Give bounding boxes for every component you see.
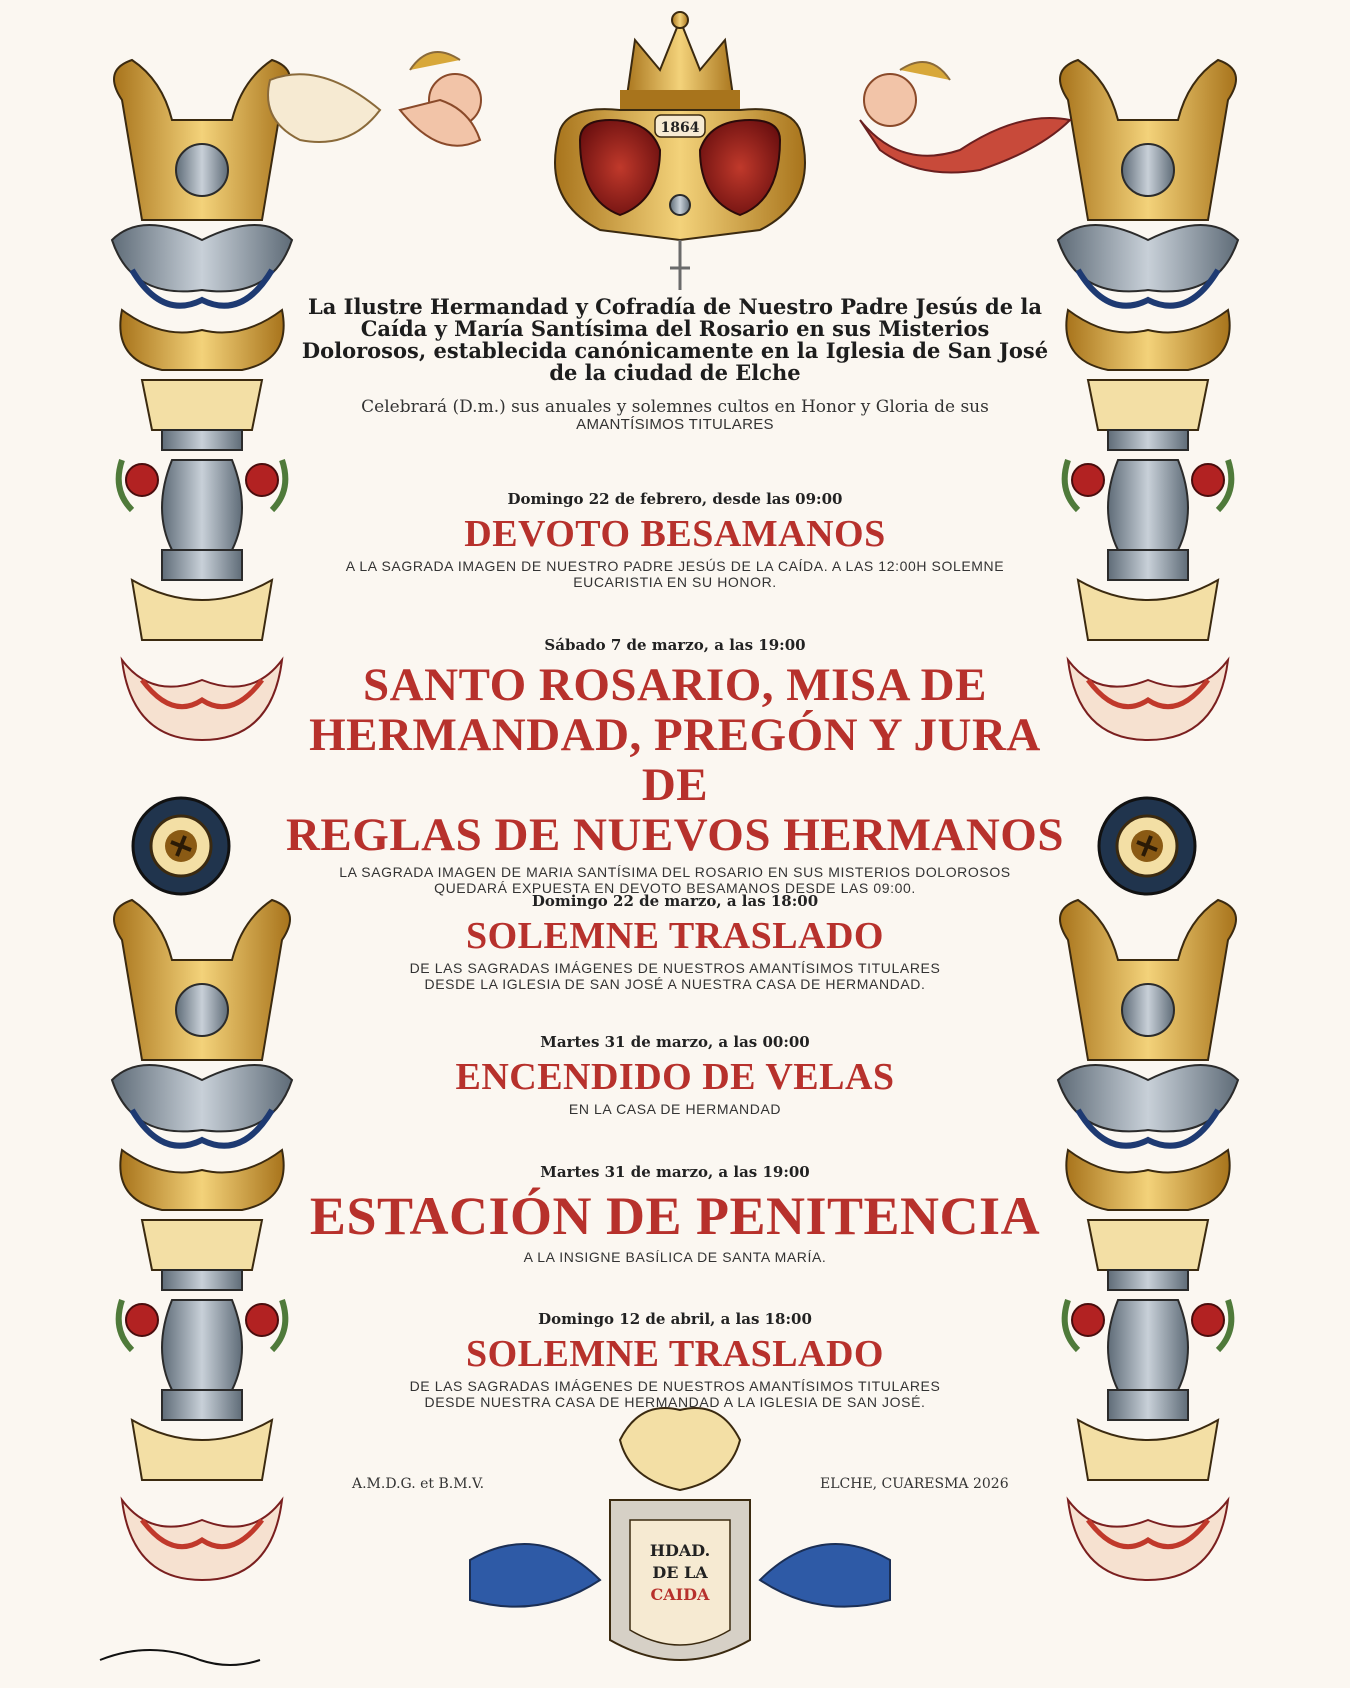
crown-emblem-icon bbox=[555, 12, 805, 290]
event-title: SANTO ROSARIO, MISA DE HERMANDAD, PREGÓN Y JURA DE REGLAS DE NUEVOS HERMANOS bbox=[285, 659, 1065, 861]
event-description: A LA INSIGNE BASÍLICA DE SANTA MARÍA. bbox=[523, 1249, 827, 1265]
event-date: Sábado 7 de marzo, a las 19:00 bbox=[544, 636, 806, 654]
footer-motto: A.M.D.G. et B.M.V. bbox=[352, 1476, 485, 1492]
event-date: Martes 31 de marzo, a las 19:00 bbox=[540, 1163, 810, 1181]
svg-text:1864: 1864 bbox=[660, 120, 700, 136]
event-description: DE LAS SAGRADAS IMÁGENES DE NUESTROS AMANTÍSIMOS TITULARES DESDE LA IGLESIA DE SAN JOSÉ A NUESTRA CASA DE HERMANDAD. bbox=[409, 960, 941, 992]
event-encendido-velas bbox=[280, 1033, 1070, 1117]
svg-text:HDAD.: HDAD. bbox=[649, 1541, 711, 1560]
event-date: Domingo 12 de abril, a las 18:00 bbox=[538, 1310, 812, 1328]
footer-place-date: ELCHE, CUARESMA 2026 bbox=[820, 1476, 1009, 1492]
intro-block bbox=[280, 296, 1070, 434]
event-traslado-1 bbox=[280, 892, 1070, 992]
event-description: EN LA CASA DE HERMANDAD bbox=[568, 1101, 782, 1117]
event-title: DEVOTO BESAMANOS bbox=[464, 513, 886, 555]
right-cherub-icon bbox=[860, 62, 1070, 173]
intro-heading: La Ilustre Hermandad y Cofradía de Nuestro Padre Jesús de la Caída y María Santísima del Rosario en sus Misterios Dolorosos, establecida canónicamente en la Iglesia de San José de la ciudad de Elche bbox=[301, 294, 1049, 385]
event-date: Domingo 22 de marzo, a las 18:00 bbox=[531, 892, 819, 910]
event-santo-rosario bbox=[280, 636, 1070, 896]
event-description: A LA SAGRADA IMAGEN DE NUESTRO PADRE JESÚS DE LA CAÍDA. A LAS 12:00H SOLEMNE EUCARISTIA EN SU HONOR. bbox=[345, 558, 1005, 590]
left-cherub-icon bbox=[268, 52, 481, 146]
event-title: SOLEMNE TRASLADO bbox=[465, 915, 884, 957]
event-title: ESTACIÓN DE PENITENCIA bbox=[309, 1186, 1041, 1246]
svg-text:CAIDA: CAIDA bbox=[650, 1585, 710, 1604]
event-description: DE LAS SAGRADAS IMÁGENES DE NUESTROS AMANTÍSIMOS TITULARES DESDE NUESTRA CASA DE HERMANDAD A LA IGLESIA DE SAN JOSÉ. bbox=[409, 1378, 941, 1410]
intro-subtitle: Celebrará (D.m.) sus anuales y solemnes cultos en Honor y Gloria de sus AMANTÍSIMOS TITULARES bbox=[361, 397, 989, 433]
event-estacion-penitencia bbox=[280, 1163, 1070, 1265]
event-description: LA SAGRADA IMAGEN DE MARIA SANTÍSIMA DEL ROSARIO EN SUS MISTERIOS DOLOROSOS QUEDARÁ EXPUESTA EN DEVOTO BESAMANOS DESDE LAS 09:00. bbox=[339, 864, 1011, 896]
event-date: Martes 31 de marzo, a las 00:00 bbox=[540, 1033, 810, 1051]
event-traslado-2 bbox=[280, 1310, 1070, 1410]
event-besamanos bbox=[280, 490, 1070, 590]
event-title: SOLEMNE TRASLADO bbox=[465, 1333, 884, 1375]
event-date: Domingo 22 de febrero, desde las 09:00 bbox=[507, 490, 843, 508]
svg-text:DE LA: DE LA bbox=[652, 1563, 708, 1582]
event-title: ENCENDIDO DE VELAS bbox=[455, 1056, 895, 1098]
